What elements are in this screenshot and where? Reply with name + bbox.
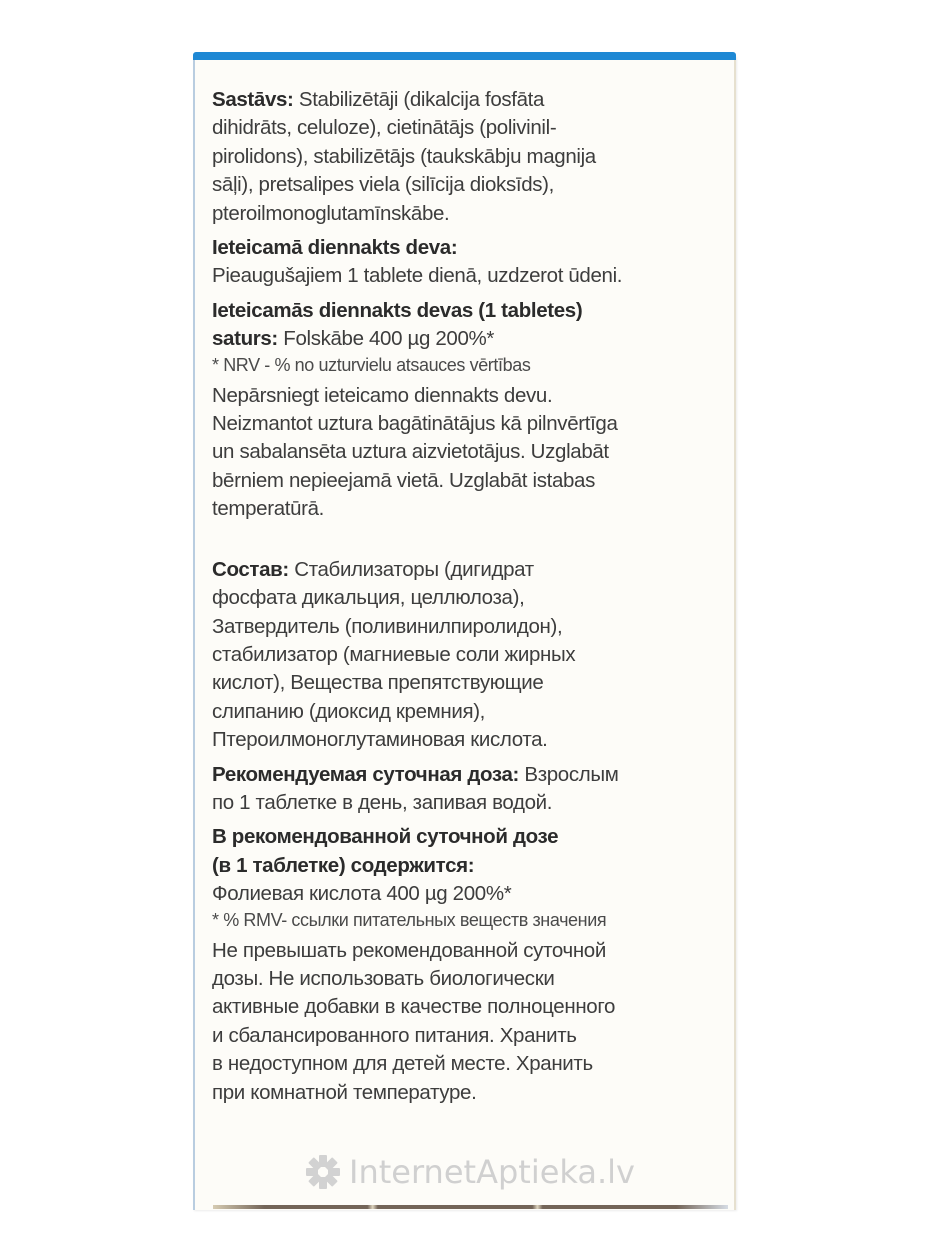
ru-rmv-footnote: * % RMV- ссылки питательных веществ значения: [212, 909, 607, 930]
package-bottom-edge: [213, 1205, 728, 1209]
asterisk-flower-icon: [305, 1154, 341, 1190]
ru-dose-content: В рекомендованной суточной дозе (в 1 таблетке) содержится: Фолиевая кислота 400 µg 200%* * % RMV- ссылки питательных веществ значения: [212, 823, 722, 930]
lv-nrv-footnote: * NRV - % no uzturvielu atsauces vērtības: [212, 354, 531, 375]
lv-recommended-dose: [212, 234, 722, 291]
lv-composition-label: Sastāvs:: [212, 88, 294, 111]
lv-recommended-dose-label: Ieteicamā diennakts deva:: [212, 236, 458, 260]
lv-dose-content: Ieteicamās diennakts devas (1 tabletes) saturs: Folskābe 400 µg 200%* * NRV - % no uzturvielu atsauces vērtības: [212, 297, 722, 376]
lv-recommended-dose-text: Pieaugušajiem 1 tablete dienā, uzdzerot ūdeni.: [212, 264, 623, 288]
package-blue-top-stripe: [193, 52, 736, 60]
watermark-text: InternetAptieka.lv: [349, 1153, 635, 1191]
ru-composition-label: Состав:: [212, 557, 289, 581]
ru-warnings: Не превышать рекомендованной суточной дозы. Не использовать биологически активные добавки в качестве полноценного и сбалансированного питания. Хранить в недоступном для детей месте. Хранить при комнатной температуре.: [212, 938, 616, 1104]
lv-warnings: Nepārsniegt ieteicamo diennakts devu. Neizmantot uztura bagātinātājus kā pilnvērtīga un sabalansēta uztura aizvietotājus. Uzglabāt bērniem nepieejamā vietā. Uzglabāt istabas temperatūrā.: [212, 383, 618, 521]
ru-recommended-dose: Рекомендуемая суточная доза: Взрослым по 1 таблетке в день, запивая водой.: [212, 762, 619, 814]
lv-composition: Sastāvs: Stabilizētāji (dikalcija fosfāta dihidrāts, celuloze), cietinātājs (polivinil- pirolidons), stabilizētājs (taukskābju magnija sāļi), pretsalipes viela (silīcija dioksīds), pteroilmonoglutamīnskābe.: [212, 88, 596, 225]
ru-recommended-dose-label: Рекомендуемая суточная доза:: [212, 762, 520, 786]
ru-composition: Состав: Стабилизаторы (дигидрат фосфата дикальция, целлюлоза), Затвердитель (поливинилпиролидон), стабилизатор (магниевые соли жирных кислот), Вещества препятствующие слипанию (диоксид кремния), Птероилмоноглутаминовая кислота.: [212, 557, 576, 752]
lv-folic-acid-value: Folskābe 400 µg 200%*: [277, 327, 495, 351]
ru-folic-acid-value: Фолиевая кислота 400 µg 200%*: [212, 882, 512, 906]
label-text-content: [212, 86, 722, 1113]
watermark: [305, 1148, 635, 1196]
